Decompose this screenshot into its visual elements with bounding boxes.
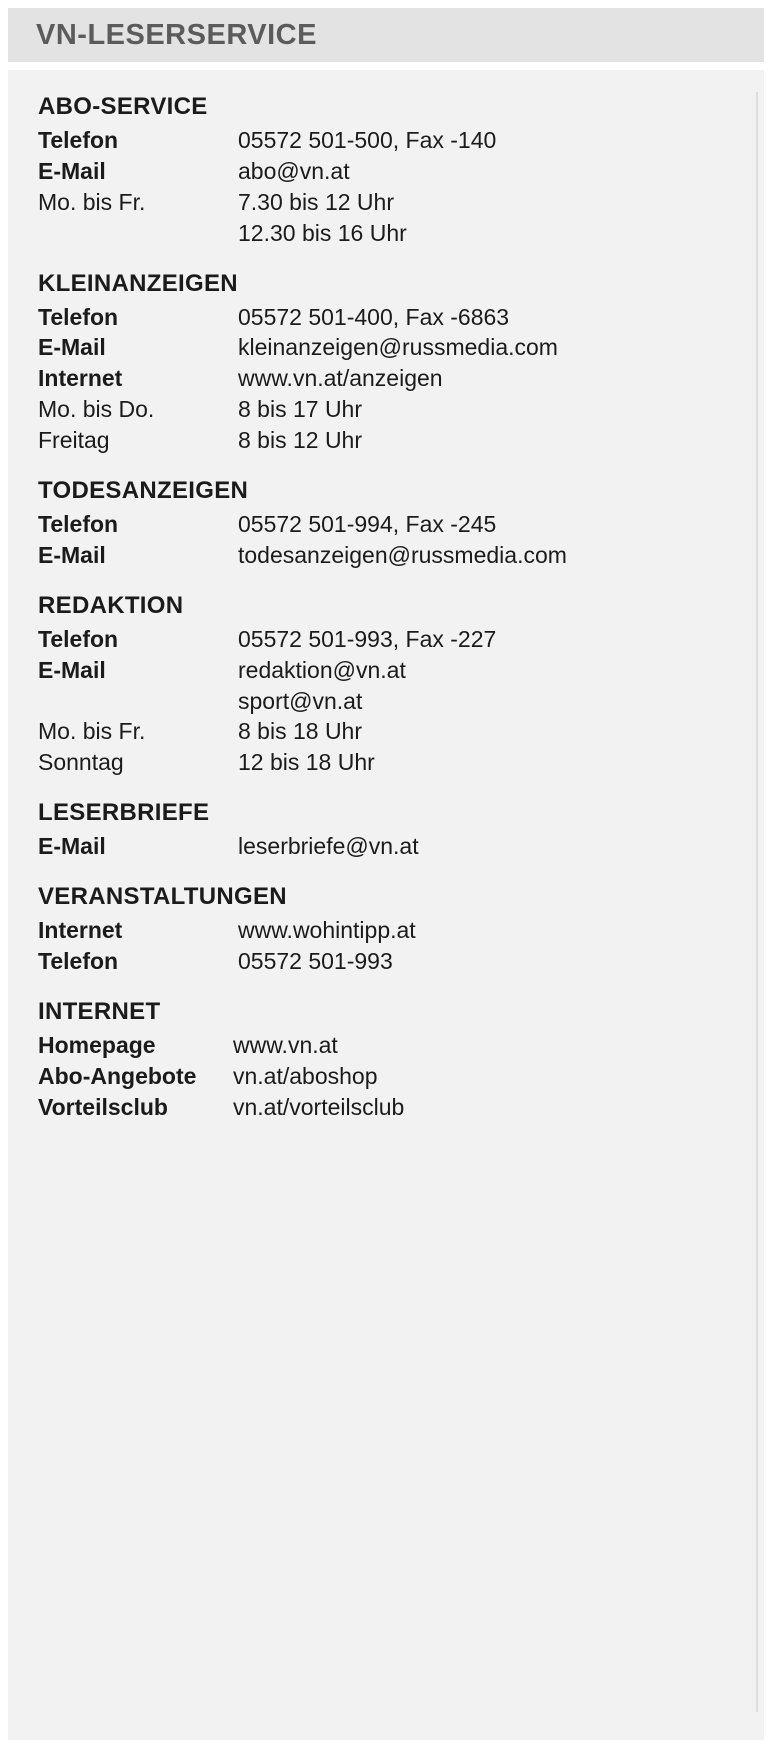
contact-row-value: kleinanzeigen@russmedia.com — [238, 334, 558, 361]
contact-row — [38, 188, 750, 218]
contact-row-label: Telefon — [38, 303, 119, 330]
sections-container — [8, 92, 764, 1123]
contact-row-label: Mo. bis Fr. — [38, 188, 146, 215]
contact-row — [38, 510, 750, 540]
contact-row — [38, 157, 750, 187]
contact-row-label: Mo. bis Do. — [38, 396, 155, 423]
contact-row — [38, 1093, 750, 1123]
contact-section — [38, 269, 750, 456]
contact-row-label: E-Mail — [38, 833, 106, 860]
contact-row — [38, 916, 750, 946]
section-title: ABO-SERVICE — [38, 93, 208, 120]
contact-section — [38, 882, 750, 977]
contact-row — [38, 1062, 750, 1092]
contact-section — [38, 997, 750, 1123]
contact-row — [38, 717, 750, 747]
contact-row-label: Telefon — [38, 948, 119, 975]
contact-row — [38, 303, 750, 333]
contact-row — [38, 656, 750, 686]
contact-row-value: 05572 501-500, Fax -140 — [238, 127, 497, 153]
contact-row — [38, 625, 750, 655]
contact-row-value: www.vn.at/anzeigen — [238, 365, 443, 392]
contact-row-value: redaktion@vn.at — [238, 656, 406, 683]
contact-row — [38, 219, 750, 249]
contact-row-label: E-Mail — [38, 334, 106, 361]
contact-row-value: www.wohintipp.at — [238, 917, 416, 944]
section-title: LESERBRIEFE — [38, 799, 210, 827]
contact-row-label: Telefon — [38, 511, 119, 538]
contact-row-value: vn.at/vorteilsclub — [233, 1093, 405, 1120]
contact-row-value: 7.30 bis 12 Uhr — [238, 188, 394, 215]
contact-panel — [8, 70, 764, 1740]
contact-row-label: E-Mail — [38, 157, 106, 184]
contact-row-label: Vorteilsclub — [38, 1093, 168, 1120]
contact-row — [38, 426, 750, 456]
contact-row — [38, 395, 750, 425]
contact-row-label: Mo. bis Fr. — [38, 718, 146, 745]
contact-row-value: abo@vn.at — [238, 157, 350, 184]
contact-row-value: 05572 501-993 — [238, 948, 393, 975]
contact-row-value: 05572 501-994, Fax -245 — [238, 511, 497, 538]
contact-row-value: 12.30 bis 16 Uhr — [238, 219, 407, 246]
contact-row — [38, 1031, 750, 1061]
contact-row-label: E-Mail — [38, 656, 106, 683]
contact-row-value: vn.at/aboshop — [233, 1062, 378, 1089]
contact-row-value: www.vn.at — [233, 1031, 338, 1058]
contact-section — [38, 591, 750, 778]
contact-row-label: Freitag — [38, 427, 110, 454]
contact-section — [38, 476, 750, 571]
header-bar — [8, 8, 764, 62]
contact-row — [38, 541, 750, 571]
contact-row-value: leserbriefe@vn.at — [238, 833, 419, 860]
contact-section — [38, 798, 750, 862]
contact-row-label: Internet — [38, 365, 123, 392]
contact-row-label: Sonntag — [38, 749, 124, 776]
contact-row-label: Telefon — [38, 127, 119, 153]
contact-row — [38, 126, 750, 156]
section-title: REDAKTION — [38, 591, 184, 619]
contact-section — [38, 92, 750, 249]
contact-row-value: 12 bis 18 Uhr — [238, 749, 375, 776]
contact-row-label: Telefon — [38, 625, 119, 652]
page-title: VN-LESERSERVICE — [36, 18, 317, 51]
contact-row-value: sport@vn.at — [238, 687, 363, 714]
contact-row — [38, 748, 750, 778]
contact-row-value: 05572 501-993, Fax -227 — [238, 625, 497, 652]
contact-row — [38, 364, 750, 394]
contact-row-value: 8 bis 12 Uhr — [238, 427, 363, 454]
contact-row — [38, 687, 750, 717]
contact-row-value: 05572 501-400, Fax -6863 — [238, 303, 510, 330]
contact-row — [38, 333, 750, 363]
contact-row-value: 8 bis 17 Uhr — [238, 396, 363, 423]
contact-row-value: todesanzeigen@russmedia.com — [238, 541, 567, 568]
contact-row-value: 8 bis 18 Uhr — [238, 718, 363, 745]
section-title: INTERNET — [38, 997, 161, 1025]
contact-row-label: E-Mail — [38, 541, 106, 568]
contact-row-label: Homepage — [38, 1031, 156, 1058]
section-title: VERANSTALTUNGEN — [38, 883, 287, 911]
contact-row-label: Internet — [38, 917, 123, 944]
contact-row-label: Abo-Angebote — [38, 1062, 197, 1089]
contact-row — [38, 947, 750, 977]
section-title: KLEINANZEIGEN — [38, 269, 238, 297]
section-title: TODESANZEIGEN — [38, 477, 249, 505]
contact-row — [38, 832, 750, 862]
